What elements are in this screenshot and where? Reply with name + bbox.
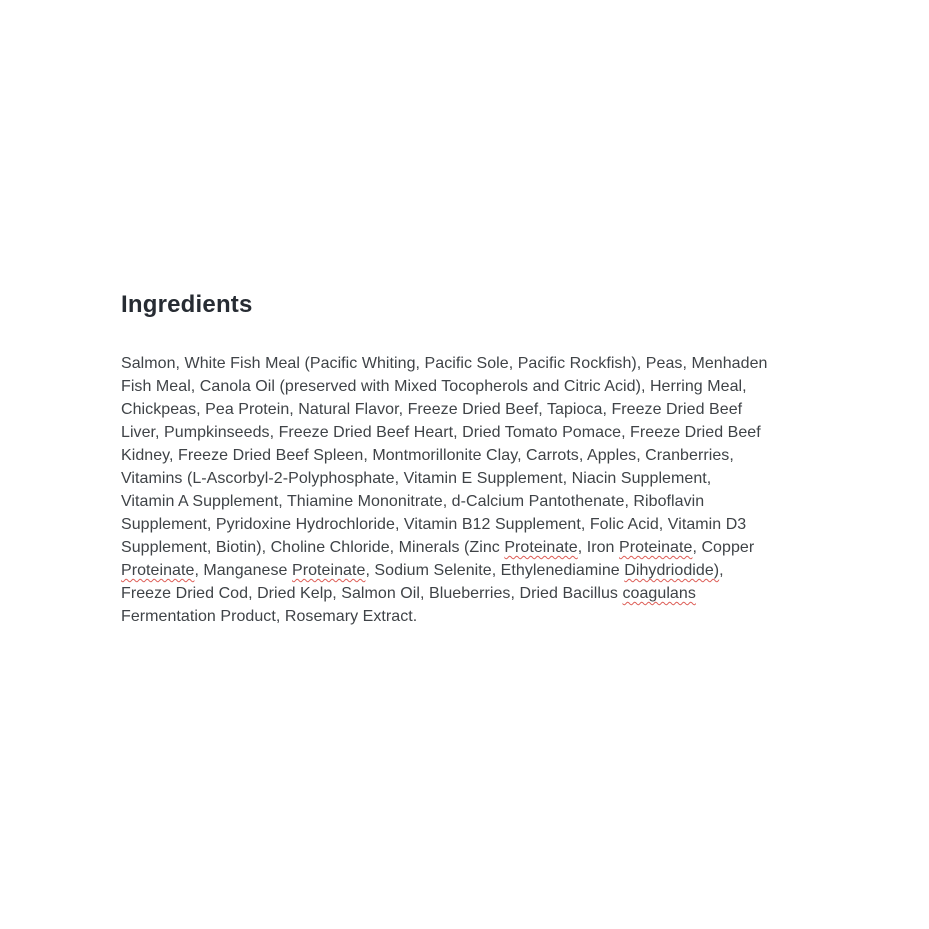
text-segment: ,: [719, 562, 724, 579]
misspelled-word: Proteinate: [292, 562, 366, 579]
text-segment: Fish Meal, Canola Oil (preserved with Mixed Tocopherols and Citric Acid), Herring Meal,: [121, 378, 747, 395]
ingredients-section: [121, 291, 821, 628]
text-segment: Vitamin A Supplement, Thiamine Mononitrate, d-Calcium Pantothenate, Riboflavin: [121, 493, 705, 510]
text-segment: Vitamins (L-Ascorbyl-2-Polyphosphate, Vitamin E Supplement, Niacin Supplement,: [121, 470, 712, 487]
misspelled-word: Proteinate: [619, 539, 693, 556]
text-segment: Freeze Dried Cod, Dried Kelp, Salmon Oil, Blueberries, Dried Bacillus: [121, 585, 623, 602]
ingredient-line: [121, 513, 821, 536]
text-segment: Chickpeas, Pea Protein, Natural Flavor, Freeze Dried Beef, Tapioca, Freeze Dried Beef: [121, 401, 743, 418]
ingredient-line: [121, 375, 821, 398]
text-segment: , Iron: [577, 539, 620, 556]
ingredient-line: [121, 582, 821, 605]
text-segment: , Copper: [692, 539, 755, 556]
ingredient-line: [121, 490, 821, 513]
text-segment: Fermentation Product, Rosemary Extract.: [121, 608, 418, 625]
text-segment: Liver, Pumpkinseeds, Freeze Dried Beef Heart, Dried Tomato Pomace, Freeze Dried Beef: [121, 424, 761, 441]
ingredient-line: [121, 421, 821, 444]
page-title: Ingredients: [121, 291, 253, 318]
misspelled-word: Proteinate: [121, 562, 195, 579]
ingredient-line: [121, 536, 821, 559]
misspelled-word: coagulans: [622, 585, 696, 602]
text-segment: Supplement, Biotin), Choline Chloride, Minerals (Zinc: [121, 539, 505, 556]
ingredient-line: [121, 467, 821, 490]
text-segment: Kidney, Freeze Dried Beef Spleen, Montmorillonite Clay, Carrots, Apples, Cranberries,: [121, 447, 734, 464]
misspelled-word: Proteinate: [504, 539, 578, 556]
ingredient-line: [121, 444, 821, 467]
ingredient-line: [121, 398, 821, 421]
text-segment: , Manganese: [194, 562, 292, 579]
text-segment: , Sodium Selenite, Ethylenediamine: [365, 562, 625, 579]
ingredients-paragraph: [121, 352, 821, 628]
ingredient-line: [121, 352, 821, 375]
misspelled-word: Dihydriodide): [624, 562, 720, 579]
ingredient-line: [121, 605, 821, 628]
ingredient-line: [121, 559, 821, 582]
text-segment: Salmon, White Fish Meal (Pacific Whiting, Pacific Sole, Pacific Rockfish), Peas, Menhaden: [121, 355, 768, 372]
text-segment: Supplement, Pyridoxine Hydrochloride, Vitamin B12 Supplement, Folic Acid, Vitamin D3: [121, 516, 747, 533]
